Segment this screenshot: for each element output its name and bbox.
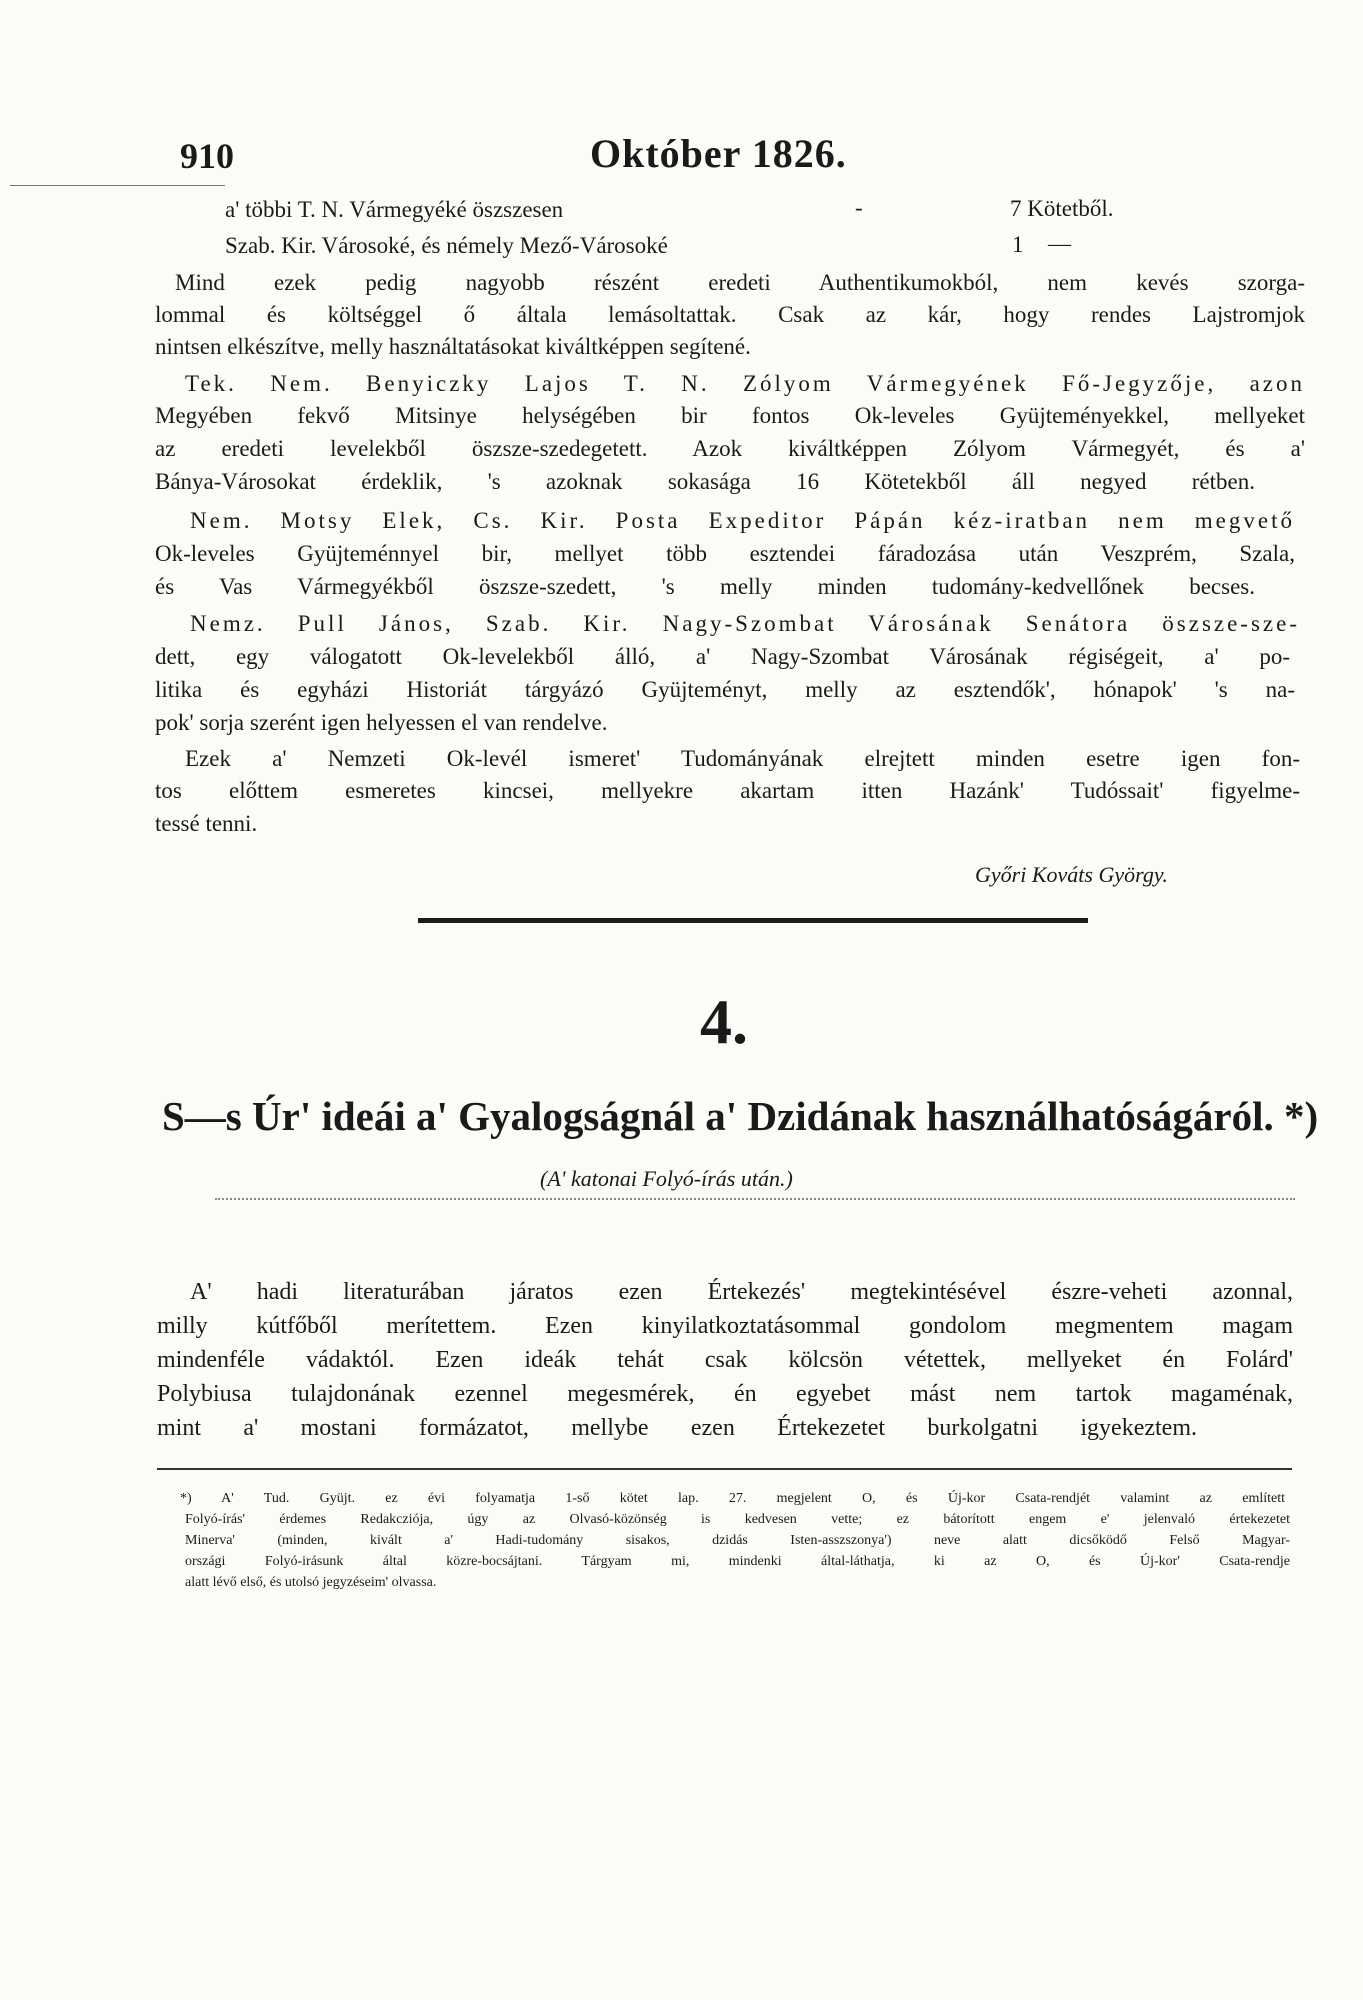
paragraph-line: lommal és költséggel ő általa lemásoltattak. Csak az kár, hogy rendes Lajstromjok <box>155 302 1305 327</box>
paragraph-line: Mind ezek pedig nagyobb részént eredeti Authentikumokból, nem kevés szorga- <box>175 270 1305 295</box>
list-row-2-text: Szab. Kir. Városoké, és némely Mező-Városoké <box>225 233 668 258</box>
paragraph-line: Ezek a' Nemzeti Ok-levél ismeret' Tudományának elrejtett minden esetre igen fon- <box>185 746 1300 771</box>
footnote-line: országi Folyó-irásunk által közre-bocsájtani. Tárgyam mi, mindenki által-láthatja, ki az O, és Új-kor' Csata-rendje <box>185 1554 1290 1569</box>
paragraph-line: az eredeti levelekből öszsze-szedegetett. Azok kiváltképpen Zólyom Vármegyét, és a' <box>155 436 1305 461</box>
section-title: S—s Úr' ideái a' Gyalogságnál a' Dzidának használhatóságáról. *) <box>162 1093 1319 1139</box>
paragraph-line: dett, egy válogatott Ok-levelekből álló, a' Nagy-Szombat Városának régiségeit, a' po- <box>155 644 1290 669</box>
list-row-1-text: a' többi T. N. Vármegyéké öszszesen <box>225 197 564 222</box>
source-rule <box>215 1198 1295 1200</box>
paragraph-line: Tek. Nem. Benyiczky Lajos T. N. Zólyom Vármegyének Fő-Jegyzője, azon <box>185 371 1305 396</box>
paragraph-line: tos előttem esmeretes kincsei, mellyekre akartam itten Hazánk' Tudóssait' figyelme- <box>155 778 1300 803</box>
section-source: (A' katonai Folyó-írás után.) <box>540 1166 793 1191</box>
intro-line: mindenféle vádaktól. Ezen ideák tehát csak kölcsön vétettek, mellyeket én Folárd' <box>157 1347 1293 1373</box>
intro-line: milly kútfőből merítettem. Ezen kinyilatkoztatásommal gondolom megmentem magam <box>157 1313 1293 1339</box>
paragraph-line: Bánya-Városokat érdeklik, 's azoknak sokasága 16 Kötetekből áll negyed rétben. <box>155 469 1255 494</box>
list-row-2-count: 1 <box>1012 232 1024 257</box>
intro-line: mint a' mostani formázatot, mellybe ezen Értekezetet burkolgatni igyekeztem. <box>157 1415 1197 1441</box>
footnote-rule <box>157 1468 1292 1470</box>
section-divider <box>418 918 1088 923</box>
list-row-2-dash: — <box>1048 231 1071 256</box>
paragraph-line: Megyében fekvő Mitsinye helységében bir fontos Ok-leveles Gyüjteményekkel, mellyeket <box>155 403 1305 428</box>
list-row-1-count: 7 Kötetből. <box>1010 196 1114 221</box>
footnote-line: *) A' Tud. Gyüjt. ez évi folyamatja 1-ső kötet lap. 27. megjelent O, és Új-kor Csata-rendjét valamint az említett <box>180 1491 1285 1506</box>
intro-line: A' hadi literaturában járatos ezen Értekezés' megtekintésével észre-veheti azonnal, <box>190 1279 1293 1305</box>
list-row-1-dash: - <box>855 195 863 220</box>
intro-line: Polybiusa tulajdonának ezennel megesmérek, én egyebet mást nem tartok magaménak, <box>157 1381 1293 1407</box>
signature: Győri Kováts György. <box>975 862 1168 887</box>
paragraph-line: és Vas Vármegyékből öszsze-szedett, 's melly minden tudomány-kedvellőnek becses. <box>155 574 1255 599</box>
paragraph-line: tessé tenni. <box>155 811 258 836</box>
section-number: 4. <box>700 986 748 1057</box>
paragraph-line: litika és egyházi Historiát tárgyázó Gyüjteményt, melly az esztendők', hónapok' 's na- <box>155 677 1295 702</box>
running-title: Október 1826. <box>590 131 847 176</box>
footnote-line: Minerva' (minden, kivált a' Hadi-tudomány sisakos, dzidás Isten-asszszonya') neve alatt dicsőködő Felső Magyar- <box>185 1533 1290 1548</box>
header-rule <box>10 185 225 186</box>
paragraph-line: pok' sorja szerént igen helyessen el van rendelve. <box>155 710 608 735</box>
paragraph-line: Nem. Motsy Elek, Cs. Kir. Posta Expeditor Pápán kéz-iratban nem megvető <box>190 508 1295 533</box>
page-number: 910 <box>180 136 234 176</box>
paragraph-line: Ok-leveles Gyüjteménnyel bir, mellyet több esztendei fáradozása után Veszprém, Szala, <box>155 541 1295 566</box>
paragraph-line: Nemz. Pull János, Szab. Kir. Nagy-Szombat Városának Senátora öszsze-sze- <box>190 611 1300 636</box>
footnote-line: alatt lévő első, és utolsó jegyzéseim' olvassa. <box>185 1575 437 1590</box>
paragraph-line: nintsen elkészítve, melly használtatásokat kiváltképpen segítené. <box>155 334 751 359</box>
footnote-line: Folyó-írás' érdemes Redakcziója, úgy az Olvasó-közönség is kedvesen vette; ez bátorított engem e' jelenvaló értekezetet <box>185 1512 1290 1527</box>
